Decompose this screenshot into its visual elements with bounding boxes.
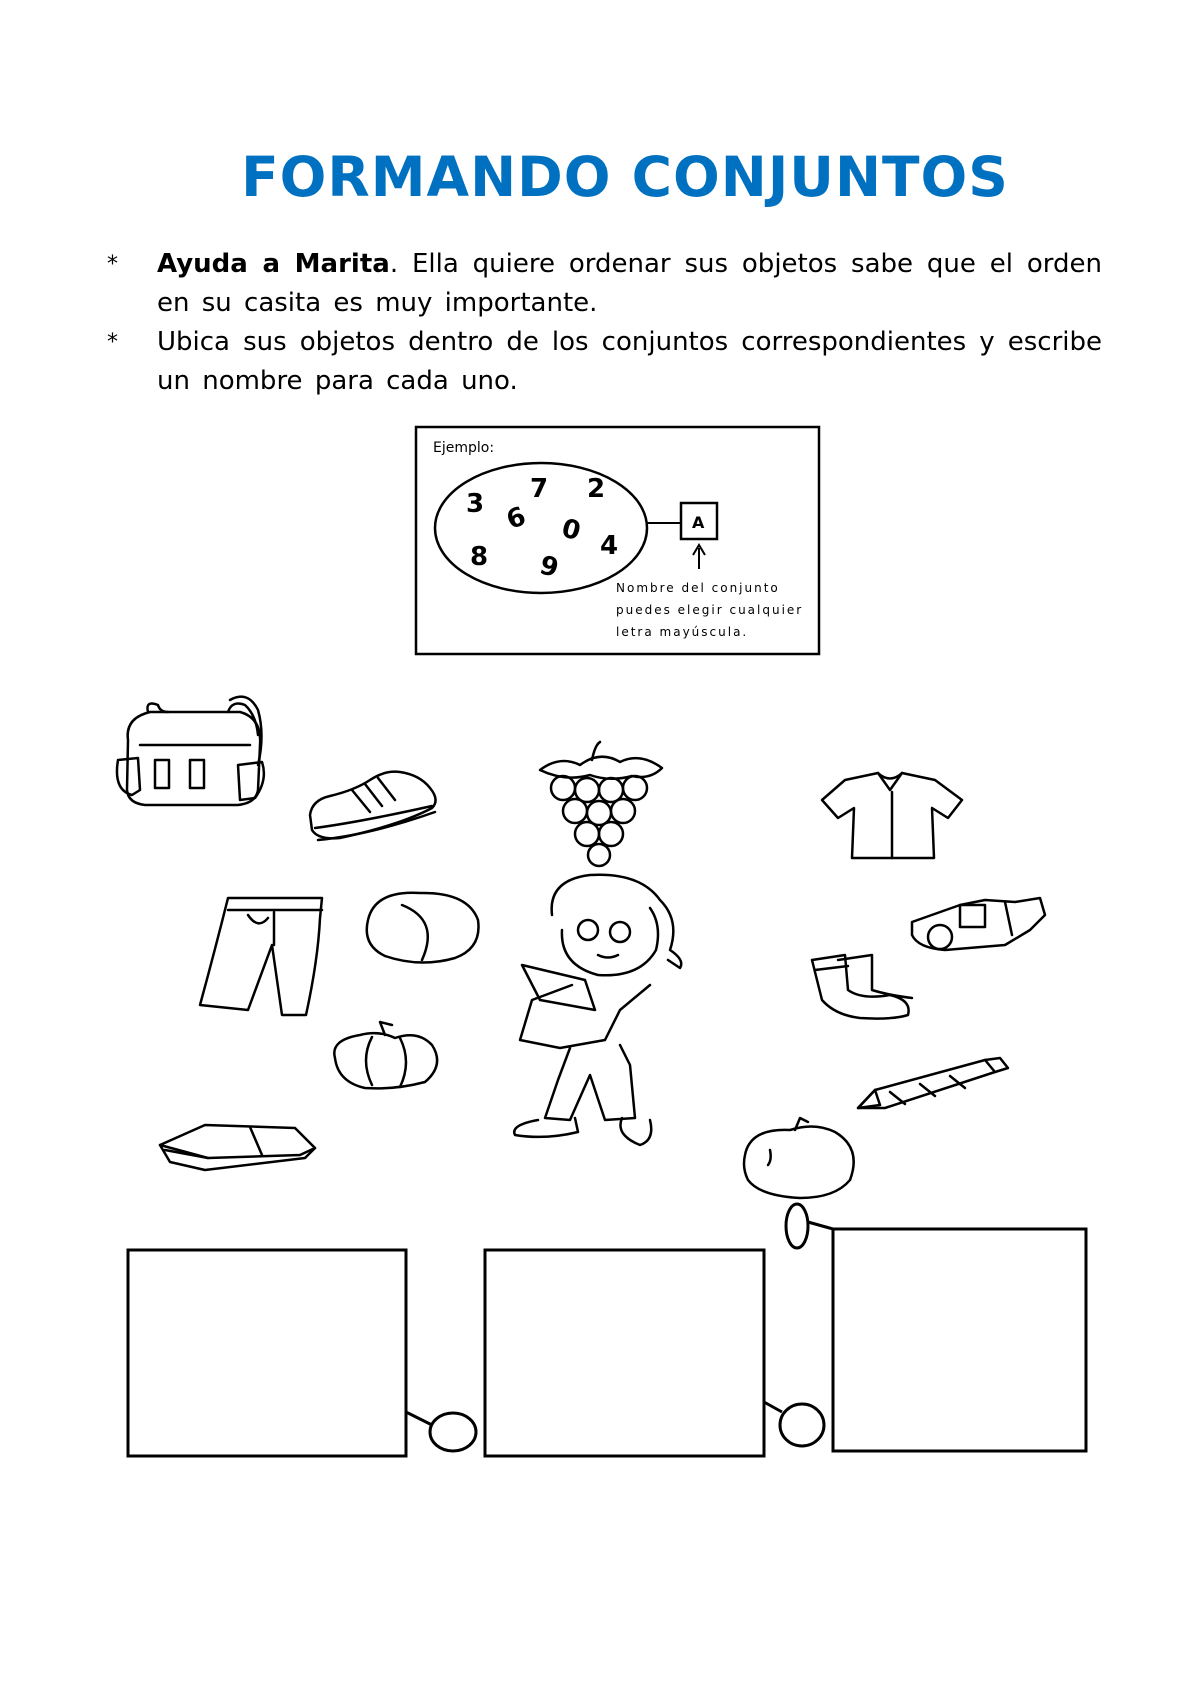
set-digit: 0: [558, 513, 584, 548]
set-digit: 9: [536, 550, 562, 585]
set-digit: 8: [470, 542, 489, 572]
answer-circle-1[interactable]: [430, 1413, 476, 1451]
page-title: FORMANDO CONJUNTOS: [241, 145, 1009, 209]
pumpkin-icon: [334, 1022, 437, 1088]
note-line: puedes elegir cualquier: [616, 603, 804, 617]
set-digit: 2: [587, 474, 606, 504]
set-name: A: [692, 513, 705, 532]
set-digit: 4: [600, 531, 619, 561]
book-icon: [160, 1125, 315, 1170]
answer-sets: [128, 1204, 1086, 1456]
grapes-icon: [540, 742, 662, 866]
note-line: letra mayúscula.: [616, 625, 749, 639]
answer-box-1[interactable]: [128, 1250, 406, 1456]
answer-box-3[interactable]: [833, 1229, 1086, 1451]
answer-box-2[interactable]: [485, 1250, 764, 1456]
instruction-text: . Ella quiere ordenar sus objetos sabe que el orden en su casita es muy importante.: [157, 249, 1102, 318]
instruction-text: Ubica sus objetos dentro de los conjuntos correspondientes y escribe un nombre para cada uno.: [157, 327, 1102, 396]
apple-icon: [744, 1118, 854, 1198]
sneaker-icon: [310, 772, 436, 840]
set-digit: 7: [530, 474, 549, 504]
answer-circle-2[interactable]: [780, 1404, 824, 1446]
example-label: Ejemplo:: [433, 440, 495, 456]
set-digit: 6: [502, 501, 530, 536]
answer-circle-3[interactable]: [786, 1204, 808, 1248]
example-box: [416, 427, 819, 654]
bullet-icon: *: [107, 330, 118, 355]
note-line: Nombre del conjunto: [616, 581, 780, 595]
socks-icon: [812, 955, 912, 1019]
set-digit: 3: [466, 489, 485, 519]
pants-icon: [200, 898, 322, 1015]
instruction-bold: Ayuda a Marita: [157, 249, 390, 279]
girl-reading-icon: [514, 875, 681, 1145]
camera-icon: [912, 898, 1045, 950]
bullet-icon: *: [107, 252, 118, 277]
pencil-icon: [858, 1058, 1008, 1108]
peach-icon: [367, 893, 479, 963]
backpack-icon: [117, 697, 264, 805]
shirt-icon: [822, 773, 962, 858]
